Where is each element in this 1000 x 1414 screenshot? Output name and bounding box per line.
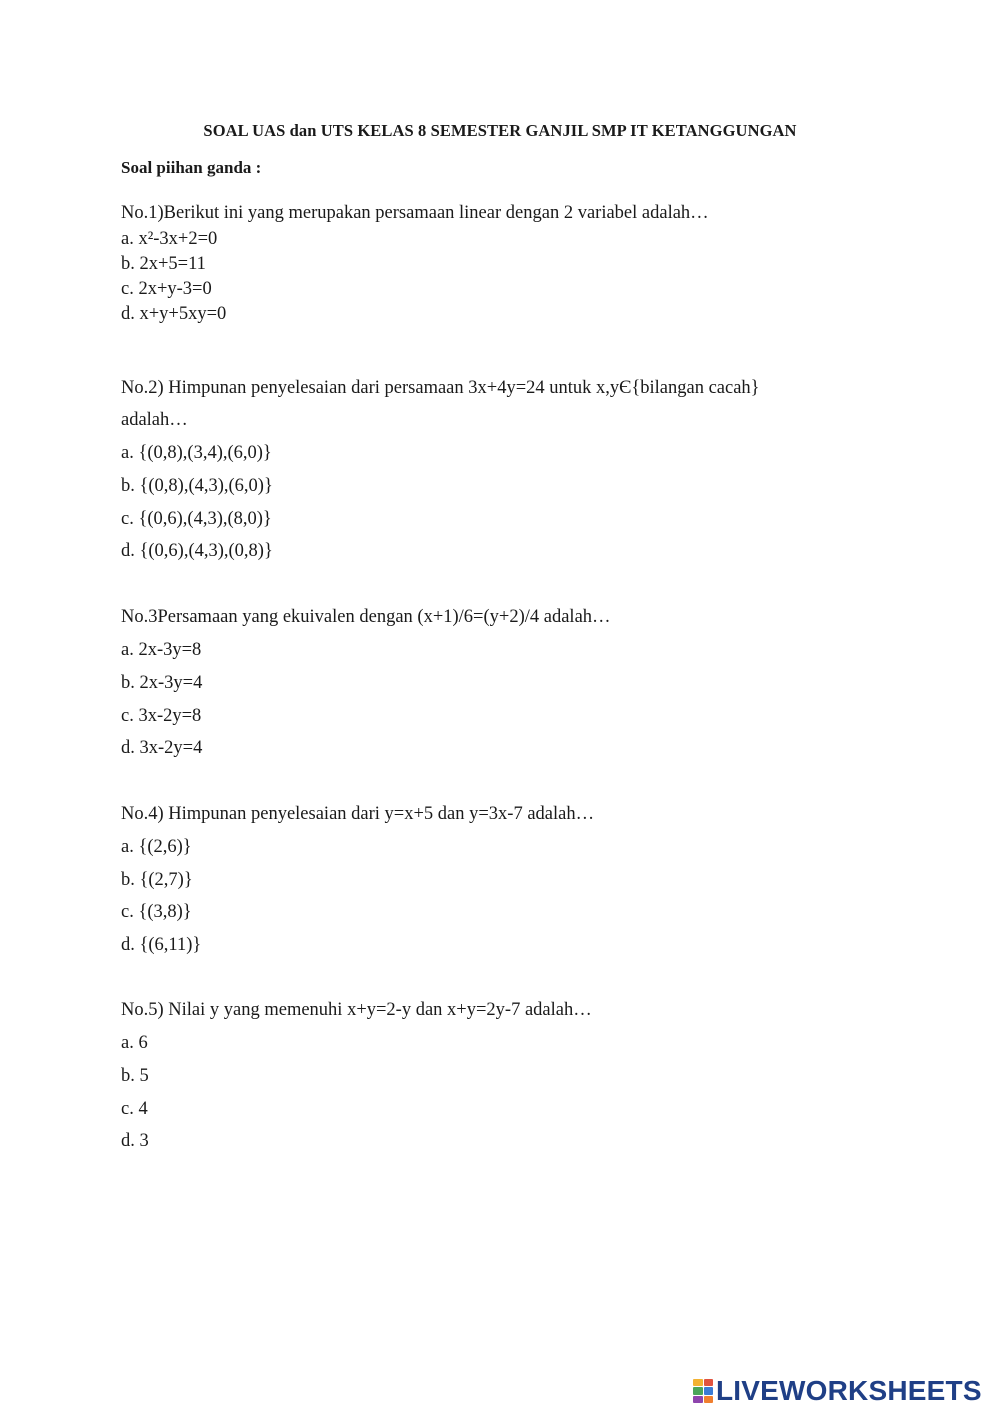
question-5-option-c: c. 4 <box>121 1099 148 1119</box>
question-5-option-b: b. 5 <box>121 1066 149 1086</box>
question-2-option-b: b. {(0,8),(4,3),(6,0)} <box>121 476 273 496</box>
question-1-option-c: c. 2x+y-3=0 <box>121 279 212 299</box>
question-2-option-a: a. {(0,8),(3,4),(6,0)} <box>121 443 272 463</box>
question-3-option-d: d. 3x-2y=4 <box>121 738 203 758</box>
question-3-option-c: c. 3x-2y=8 <box>121 706 202 726</box>
question-4-text: No.4) Himpunan penyelesaian dari y=x+5 dan y=3x-7 adalah… <box>121 804 595 824</box>
question-2-option-c: c. {(0,6),(4,3),(8,0)} <box>121 509 272 529</box>
liveworksheets-logo[interactable] <box>693 1376 982 1406</box>
question-5-option-a: a. 6 <box>121 1033 148 1053</box>
logo-mark-cell <box>704 1387 714 1394</box>
logo-mark-cell <box>693 1387 703 1394</box>
question-1-text: No.1)Berikut ini yang merupakan persamaan linear dengan 2 variabel adalah… <box>121 203 709 223</box>
question-5-option-d: d. 3 <box>121 1131 149 1151</box>
logo-mark-cell <box>704 1379 714 1386</box>
question-1-option-d: d. x+y+5xy=0 <box>121 304 227 324</box>
question-1-option-b: b. 2x+5=11 <box>121 254 206 274</box>
section-heading: Soal piihan ganda : <box>121 158 262 177</box>
question-3-option-a: a. 2x-3y=8 <box>121 640 202 660</box>
question-2-option-d: d. {(0,6),(4,3),(0,8)} <box>121 541 273 561</box>
logo-mark-cell <box>693 1396 703 1403</box>
question-2-text-cont: adalah… <box>121 410 188 430</box>
question-1-option-a: a. x²-3x+2=0 <box>121 229 218 249</box>
question-4-option-c: c. {(3,8)} <box>121 902 192 922</box>
question-3-text: No.3Persamaan yang ekuivalen dengan (x+1)/6=(y+2)/4 adalah… <box>121 607 611 627</box>
question-4-option-d: d. {(6,11)} <box>121 935 202 955</box>
liveworksheets-logo-icon <box>693 1379 713 1403</box>
question-5-text: No.5) Nilai y yang memenuhi x+y=2-y dan x+y=2y-7 adalah… <box>121 1000 592 1020</box>
question-2-text: No.2) Himpunan penyelesaian dari persamaan 3x+4y=24 untuk x,yЄ{bilangan cacah} <box>121 378 760 398</box>
logo-mark-cell <box>704 1396 714 1403</box>
question-4-option-a: a. {(2,6)} <box>121 837 192 857</box>
logo-text: LIVEWORKSHEETS <box>716 1375 982 1406</box>
logo-mark-cell <box>693 1379 703 1386</box>
question-4-option-b: b. {(2,7)} <box>121 870 193 890</box>
question-3-option-b: b. 2x-3y=4 <box>121 673 203 693</box>
page-title: SOAL UAS dan UTS KELAS 8 SEMESTER GANJIL SMP IT KETANGGUNGAN <box>203 121 797 140</box>
